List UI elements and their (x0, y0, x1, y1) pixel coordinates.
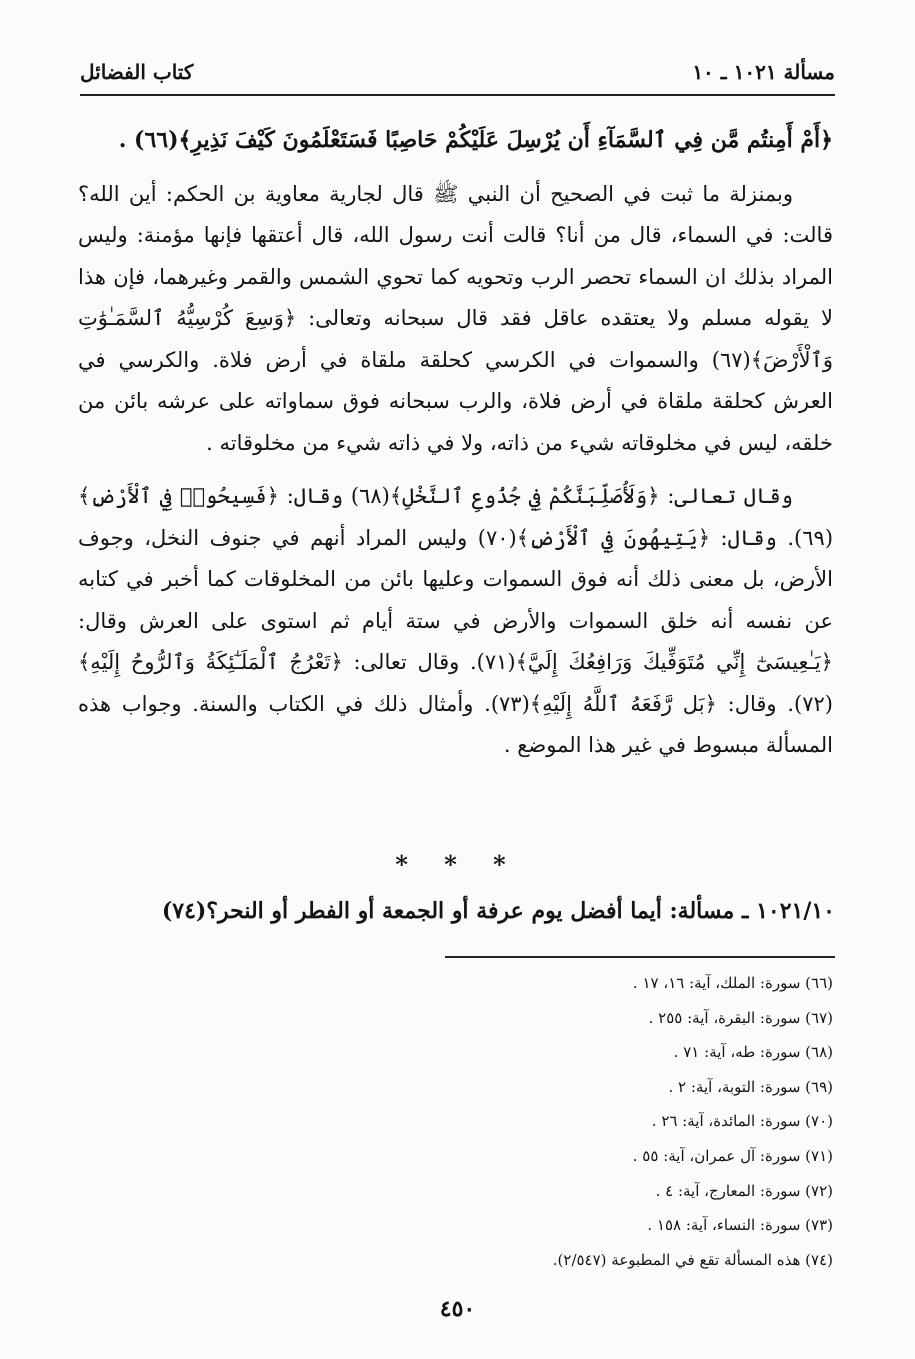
footnote-69: (٦٩) سورة: التوبة، آية: ٢ . (668, 1077, 833, 1096)
footnote-71: (٧١) سورة: آل عمران، آية: ٥٥ . (632, 1146, 833, 1165)
running-header (80, 58, 835, 96)
paragraph-verse-continuation: ﴿أَمْ أَمِنتُم مَّن فِي ٱلسَّمَآءِ أَن يُرْسِلَ عَلَيْكُمْ حَاصِبًا فَسَتَعْلَمُونَ كَيْفَ نَذِيرِ﴾(٦٦) . (118, 127, 833, 153)
header-issue-ref: مسألة ١٠٢١ ـ ١٠ (692, 60, 835, 84)
issue-heading: ١٠٢١/١٠ ـ مسألة: أيما أفضل يوم عرفة أو الجمعة أو الفطر أو النحر؟(٧٤) (161, 898, 835, 924)
footnote-66: (٦٦) سورة: الملك، آية: ١٦، ١٧ . (632, 974, 833, 992)
footnote-68: (٦٨) سورة: طه، آية: ٧١ . (673, 1043, 833, 1062)
footnotes-list (413, 966, 833, 1277)
paragraph-jariya-hadith: وبمنزلة ما ثبت في الصحيح أن النبي ﷺ قال لجارية معاوية بن الحكم: أين الله؟ قالت: في السماء، قال من أنا؟ قالت أنت رسول الله، قال أعتقها فإنها مؤمنة: وليس المراد بذلك ان السماء تحصر الرب وتحويه كما تحوي الشمس والقمر وغيرهما، فإن هذا لا يقوله مسلم ولا يعتقده عاقل فقد قال سبحانه وتعالى: ﴿وَسِعَ كُرْسِيُّهُ ٱلسَّمَـٰوَٰتِ وَٱلْأَرْضَ﴾(٦٧) والسموات في الكرسي كحلقة ملقاة في أرض فلاة. والكرسي في العرش كحلقة ملقاة في أرض فلاة، والرب سبحانه فوق سماواته على عرشه بائن من خلقه، ليس في مخلوقاته شيء من ذاته، ولا في ذاته شيء من مخلوقاته . (78, 181, 833, 455)
page-number: ٤٥٠ (439, 1296, 476, 1322)
footnote-67: (٦٧) سورة: البقرة، آية: ٢٥٥ . (648, 1008, 833, 1027)
footnote-72: (٧٢) سورة: المعارج، آية: ٤ . (655, 1181, 833, 1200)
section-separator: * * * (395, 850, 520, 879)
footnote-70: (٧٠) سورة: المائدة، آية: ٢٦ . (651, 1112, 833, 1131)
main-text (78, 120, 833, 767)
footnote-74: (٧٤) هذه المسألة تقع في المطبوعة (٢/٥٤٧). (552, 1250, 833, 1269)
footnote-divider (445, 956, 835, 958)
footnote-73: (٧٣) سورة: النساء، آية: ١٥٨ . (647, 1216, 833, 1235)
paragraph-verses-fi: وقال تعالى: ﴿وَلَأُصَلِّبَنَّكُمْ فِي جُذُوعِ ٱلنَّخْلِ﴾(٦٨) وقال: ﴿فَسِيحُوا۟ فِي ٱلْأَرْضِ﴾(٦٩). وقال: ﴿يَتِيهُونَ فِي ٱلْأَرْضِ﴾(٧٠) وليس المراد أنهم في جنوف النخل، وجوف الأرض، بل معنى ذلك أنه فوق السموات وعليها بائن من المخلوقات كما أخبر في كتابه عن نفسه أنه خلق السموات والأرض في ستة أيام ثم استوى على العرش وقال: ﴿يَـٰعِيسَىٰٓ إِنِّي مُتَوَفِّيكَ وَرَافِعُكَ إِلَيَّ﴾(٧١). وقال تعالى: ﴿تَعْرُجُ ٱلْمَلَـٰٓئِكَةُ وَٱلرُّوحُ إِلَيْهِ﴾(٧٢). وقال: ﴿بَل رَّفَعَهُ ٱللَّهُ إِلَيْهِ﴾(٧٣). وأمثال ذلك في الكتاب والسنة. وجواب هذه المسألة مبسوط في غير هذا الموضع . (78, 484, 834, 757)
header-book-title: كتاب الفضائل (80, 60, 194, 84)
